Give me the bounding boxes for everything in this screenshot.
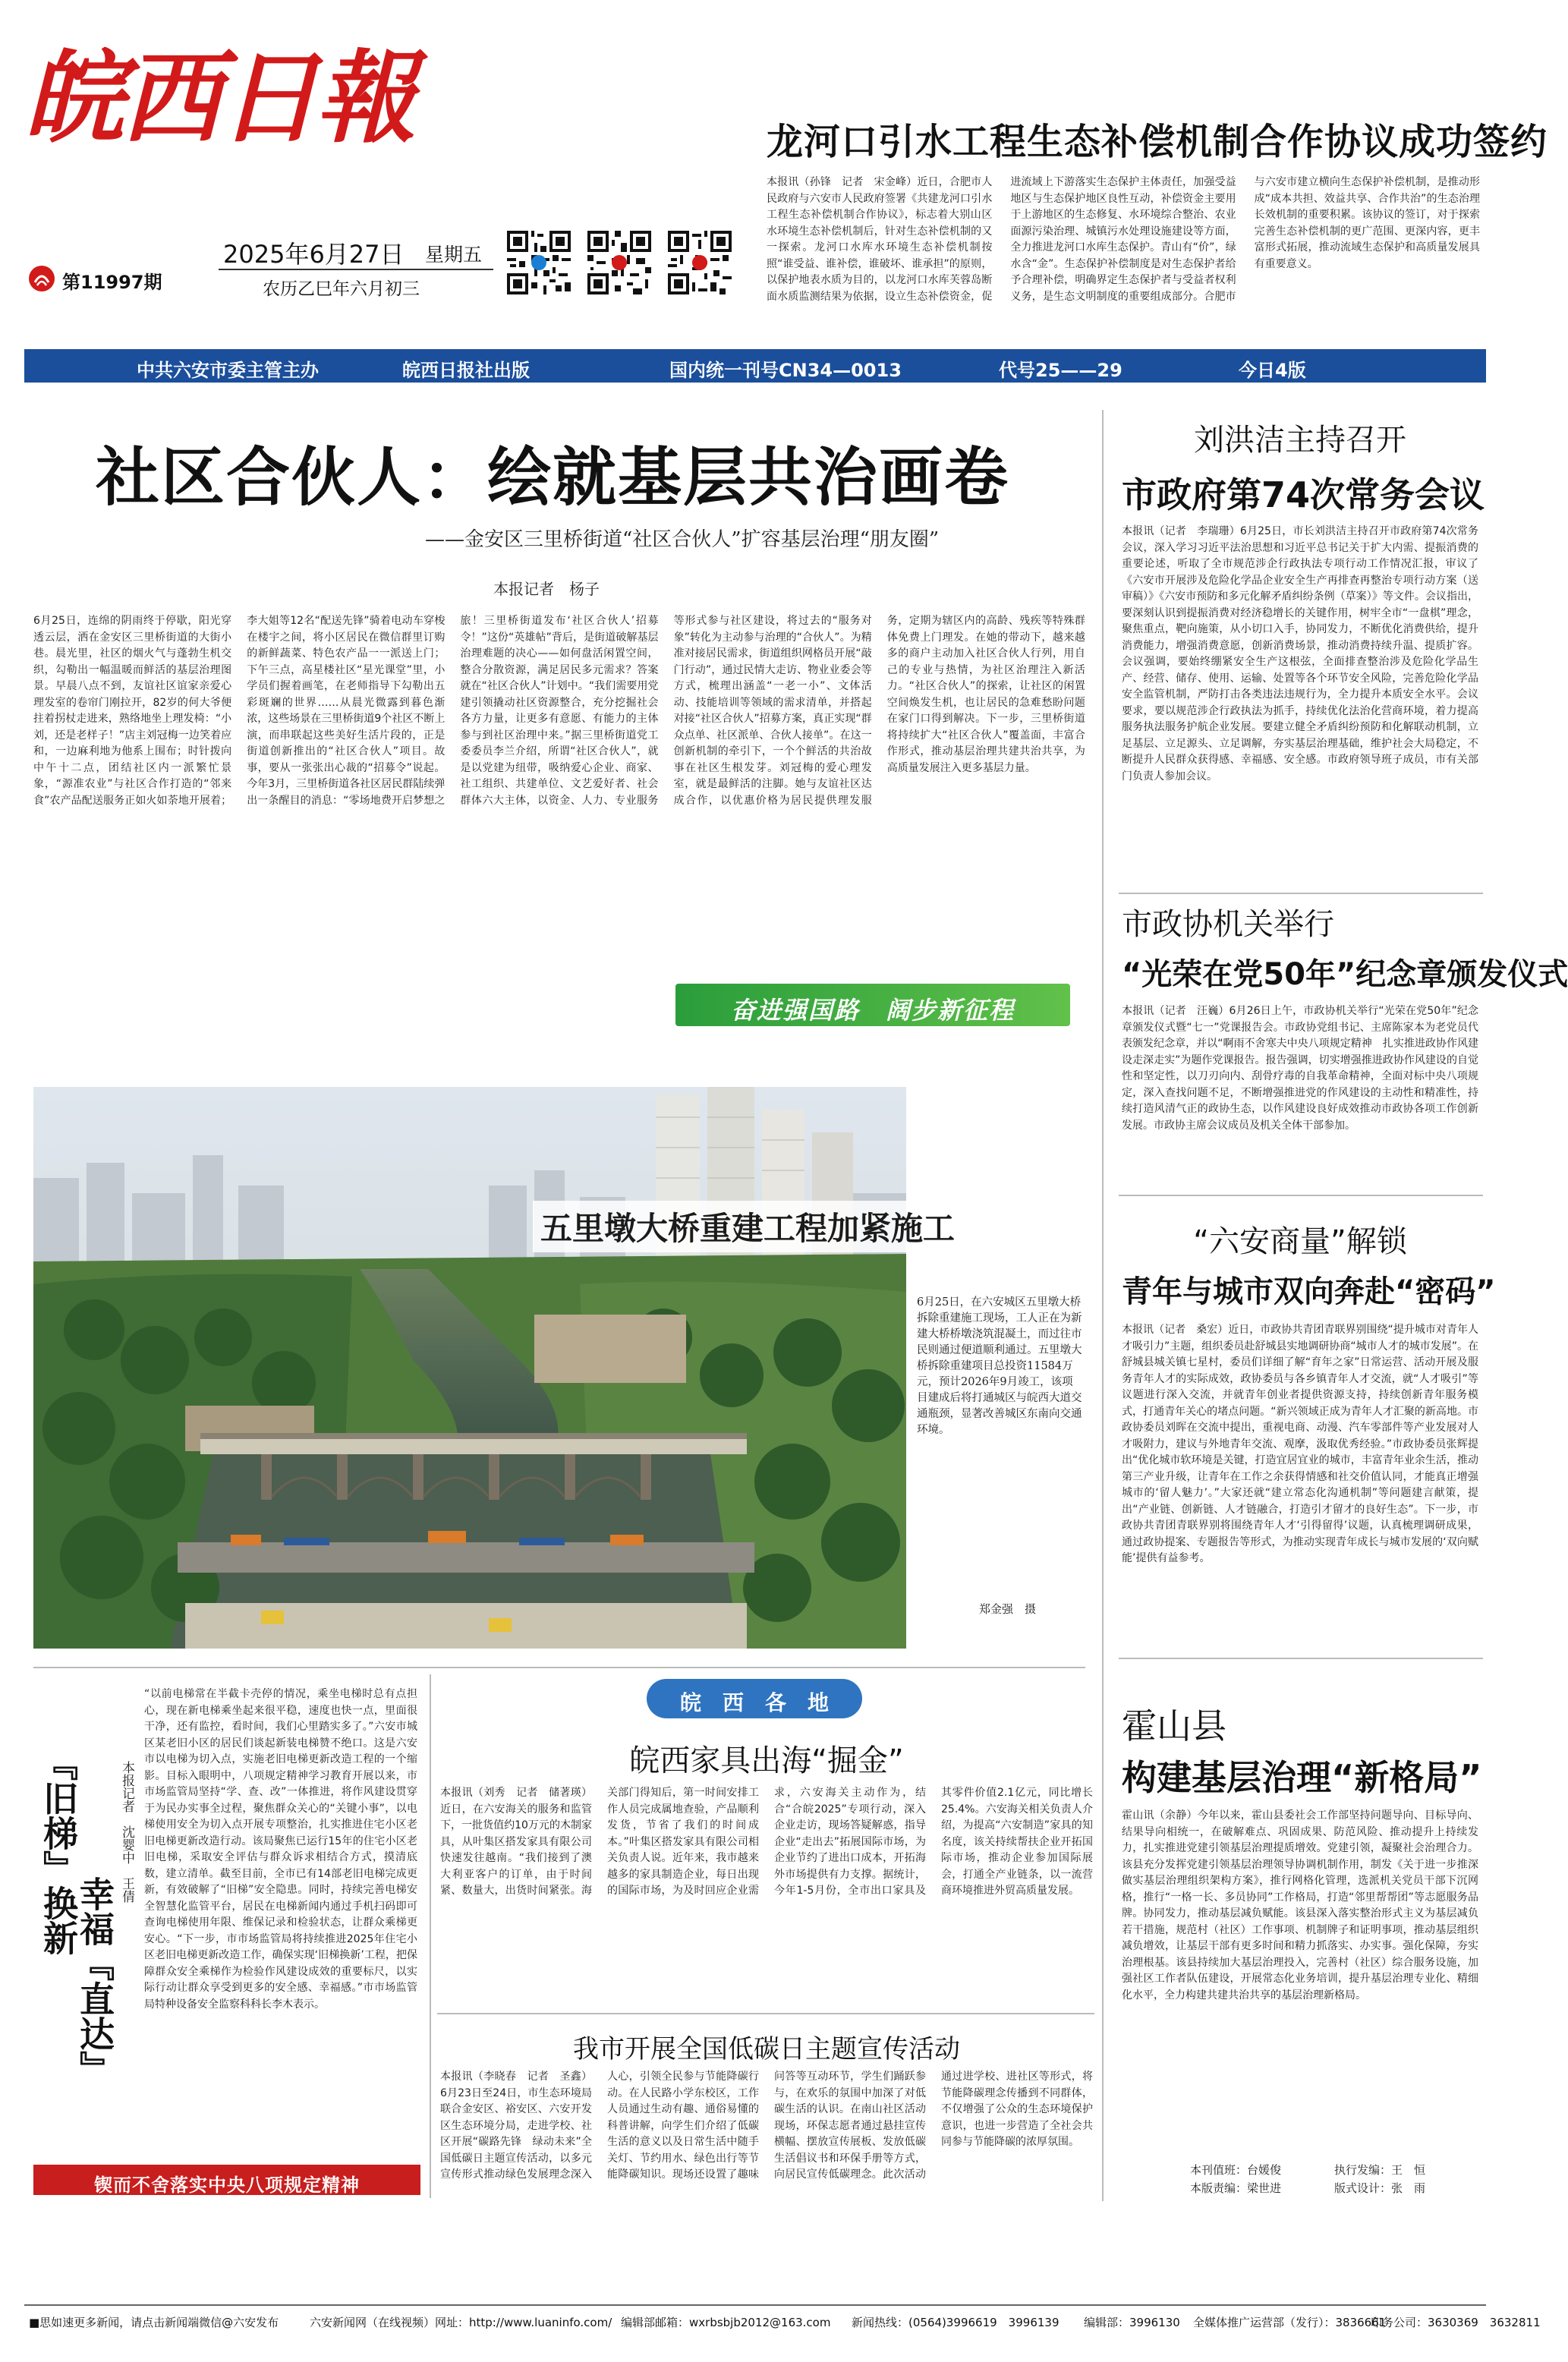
footer-wechat: ■思如速更多新闻，请点击新闻端微信@六安发布 (29, 2316, 279, 2329)
region-story-1-headline: 皖西家具出海“掘金” (629, 1743, 904, 1778)
right-story-3-headline-2: 青年与城市双向奔赴“密码” (1122, 1274, 1496, 1309)
editor-layout: 版式设计：张 雨 (1334, 2181, 1426, 2195)
bridge-photo (33, 1087, 906, 1649)
editor-duty: 本刊值班：台媛俊 (1190, 2163, 1282, 2177)
right-story-2-body: 本报讯（记者 汪巍）6月26日上午，市政协机关举行“光荣在党50年”纪念章颁发仪式暨“七一”党课报告会。市政协党组书记、主席陈家本为老党员代表颁发纪念章，并以“啊雨不舍寒夫中央八项规定精神 扎实推进政协作风建设走深走实”为题作党课报告。报告强调，切实增强推进政协作风建设的自觉性和坚定性，以刀刃向内、刮骨疗毒的自我革命精神，全面对标中央八项规定，深入查找问题不足，不断增强推进党的作风建设的主动性和精准性，持续打造风清气正的政协生态，以作风建设良好成效推动市政协各项工作创新发展。市政协主席会议成员及机关全体干部参加。 (1122, 1005, 1478, 1132)
info-bar (24, 349, 1486, 383)
right-story-3-headline-1: “六安商量”解锁 (1193, 1224, 1407, 1259)
main-subtitle: ——金安区三里桥街道“社区合伙人”扩容基层治理“朋友圈” (425, 528, 940, 551)
footer-hotline: 新闻热线：(0564)3996619 3996139 (852, 2316, 1060, 2329)
top-story-headline: 龙河口引水工程生态补偿机制合作协议成功签约 (767, 121, 1548, 163)
main-headline: 社区合伙人：绘就基层共治画卷 (96, 440, 1010, 515)
right-divider-1 (1119, 893, 1483, 894)
campaign-banner (675, 984, 1070, 1026)
qr-code-center[interactable] (584, 228, 654, 301)
region-section-label-text: 皖 西 各 地 (679, 1690, 829, 1715)
lower-section-divider (33, 1667, 1085, 1668)
info-pages: 今日4版 (1239, 360, 1306, 381)
right-story-4-body: 霍山讯（余静）今年以来，霍山县委社会工作部坚持问题导向、目标导向、结果导向相统一，在破解难点、巩固成果、防范风险、推动提升上持续发力，扎实推进党建引领基层治理提质增效。党建引领，凝聚社会治理合力。该县充分发挥党建引领基层治理领导协调机制作用，制发《关于进一步推深做实基层治理组织架构方案》，推行网格化管理，选派机关党员干部下沉网格，推行“一格一长、多员协同”工作格局，打造“邻里帮帮团”等志愿服务品牌。协同发力，推动基层减负赋能。该县深入落实整治形式主义为基层减负若干措施，规范村（社区）工作事项、机制牌子和证明事项，推动基层组织减负增效，让基层干部有更多时间和精力抓落实、办实事。强化保障，夯实治理根基。该县持续加大基层治理投入，完善村（社区）综合服务设施，加强社区工作者队伍建设，开展常态化业务培训，提升基层治理专业化、精细化水平，全力构建共建共治共享的基层治理新格局。 (1122, 1809, 1478, 2001)
date-divider (219, 269, 493, 270)
editor-page: 本版责编：梁世进 (1190, 2181, 1282, 2195)
top-story-body: 本报讯（孙锋 记者 宋金峰）近日，合肥市人民政府与六安市人民政府签署《共建龙河口引水工程生态补偿机制合作协议》，标志着大别山区水环境生态补偿机制后，针对生态补偿机制的又一探索。龙河口水库水环境生态补偿机制按照“谁受益、谁补偿，谁破坏、谁承担”的原则，以保护地表水质为目的，以龙河口水库芙蓉岛断面水质监测结果为依据，设立生态补偿资金，促进流域上下游落实生态保护主体责任，加强受益地区与生态保护地区良性互动，补偿资金主要用于上游地区的生态修复、水环境综合整治、农业面源污染治理、城镇污水处理设施建设等方面，全力推进龙河口水库生态保护。青山有“价”，绿水含“金”。生态保护补偿制度是对生态保护者给予合理补偿，明确界定生态保护者与受益者权利义务，是生态文明制度的重要组成部分。合肥市与六安市建立横向生态保护补偿机制，是推动形成“成本共担、效益共享、合作共治”的生态治理长效机制的重要积累。该协议的签订，对于探索完善生态补偿机制的更广范围、更深内容，更丰富形式拓展，推动流域生态保护和高质量发展具有重要意义。 (767, 176, 1480, 303)
main-story-body: 6月25日，连绵的阴雨终于停歇，阳光穿透云层，洒在金安区三里桥街道的大街小巷。晨光里，社区的烟火气与蓬勃生机交织，勾勒出一幅温暖而鲜活的基层治理图景。早晨八点不到，友谊社区谊家亲爱心理发室的卷帘门刚拉开，82岁的何大爷便拄着拐杖走进来，熟络地坐上理发椅：“小刘，还是老样子！”店主刘冠梅一边笑着应和，一边麻利地为他系上围布；时针拨向中午十二点，团结社区内一派繁忙景象，“源准农业”与社区合作打造的“邻来食”农产品配送服务正如火如荼地开展着；李大姐等12名“配送先锋”骑着电动车穿梭在楼宇之间，将小区居民在微信群里订购的新鲜蔬菜、特色农产品一一派送上门；下午三点，高星楼社区“星光课堂”里，小学员们握着画笔，在老师指导下勾勒出五彩斑斓的世界……从晨光微露到暮色渐浓，这些场景在三里桥街道9个社区不断上演，而串联起这些美好生活片段的，正是街道创新推出的“社区合伙人”项目。故事，要从一张张出心裁的“招募令”说起。今年3月，三里桥街道各社区居民群陆续弹出一条醒目的消息：“零场地费开启梦想之旅！三里桥街道发布‘社区合伙人’招募令！”这份“英雄帖”背后，是街道破解基层治理难题的决心——如何盘活闲置空间，整合分散资源，满足居民多元需求？答案就在“社区合伙人”计划中。“我们需要用党建引领撬动社区资源整合，充分挖掘社会各方力量，让更多有意愿、有能力的主体参与到社区治理中来。”据三里桥街道党工委委员李兰介绍，所谓“社区合伙人”，就是以党建为纽带，吸纳爱心企业、商家、社工组织、共建单位、文艺爱好者、社会群体六大主体，以资金、人力、专业服务等形式参与社区建设，将过去的“服务对象”转化为主动参与治理的“合伙人”。为精准对接居民需求，街道组织网格员开展“敲门行动”，通过民情大走访、物业业委会等方式，梳理出涵盖“一老一小”、文体活动、技能培训等领域的需求清单，并搭起对接“社区合伙人”招募方案，真正实现“群众点单、社区派单、合伙人接单”。在这一创新机制的牵引下，一个个鲜活的共治故事在社区生根发芽。刘冠梅的爱心理发室，就是最鲜活的注脚。她与友谊社区达成合作，以优惠价格为居民提供理发服务，定期为辖区内的高龄、残疾等特殊群体免费上门理发。在她的带动下，越来越多的商户主动加入社区合伙人行列，用自己的专业与热情，为社区治理注入新活力。“社区合伙人”的探索，让社区的闲置空间焕发生机，也让居民的急难愁盼问题在家门口得到解决。下一步，三里桥街道将持续扩大“社区合伙人”覆盖面，丰富合作形式，推动基层治理共建共治共享，为高质量发展注入更多基层力量。 (33, 615, 1085, 807)
right-story-4-headline-2: 构建基层治理“新格局” (1122, 1757, 1482, 1798)
logo-emblem (27, 264, 56, 296)
photo-headline: 五里墩大桥重建工程加紧施工 (533, 1201, 962, 1252)
info-publisher: 皖西日报社出版 (402, 360, 530, 381)
lunar-date: 农历乙巳年六月初三 (263, 279, 420, 299)
left-story-byline: 本报记者 沈婴中 王倩 (119, 1761, 134, 1903)
footer-email[interactable]: 编辑部邮箱：wxrbsbjb2012@163.com (621, 2316, 831, 2329)
main-byline: 本报记者 杨子 (493, 580, 600, 598)
right-divider-3 (1119, 1658, 1483, 1659)
footer-editorial: 编辑部：3996130 (1084, 2316, 1180, 2329)
footer-distribution: 全媒体推广运营部（发行）：3836661 (1193, 2316, 1387, 2329)
issue-weekday: 星期五 (425, 244, 483, 266)
masthead-logo: 皖西日報 (24, 39, 413, 157)
qr-code-left[interactable] (504, 228, 574, 301)
right-story-1-headline-1: 刘洪洁主持召开 (1194, 423, 1406, 458)
left-bottom-banner (33, 2165, 420, 2195)
info-cn-number: 国内统一刊号CN34—0013 (669, 360, 902, 381)
left-bottom-banner-text: 锲而不舍落实中央八项规定精神 (94, 2175, 360, 2196)
region-divider (437, 2013, 1094, 2014)
lower-left-divider (430, 1674, 431, 2198)
right-story-3-body: 本报讯（记者 桑宏）近日，市政协共青团青联界别围绕“提升城市对青年人才吸引力”主题，组织委员赴舒城县实地调研协商“城市人才的城市发展”。在舒城县城关镇七星村，委员们详细了解“育年之家”日常运营、活动开展及服务青年人才的实际成效，政协委员与各乡镇青年人才交流，就“人才吸引”等议题进行深入交流，并就青年创业者提供资源支持，持续创新青年服务模式，打通青年关心的堵点问题。“新兴领域正成为青年人才汇聚的新高地。市政协委员刘晖在交流中提出，重视电商、动漫、汽车零部件等产业发展对人才吸附力，建议与外地青年交流、观摩，汲取优秀经验。”市政协委员张辉提出“优化城市软环境是关键，打造宜居宜业的城市，丰富青年业余生活，推动第三产业升级，让青年在工作之余获得情感和社交价值认同，才能真正增强城市的‘留人魅力’。”大家还就“建立常态化沟通机制”等问题建言献策，提出“产业链、创新链、人才链融合，打造引才留才的良好生态”。下一步，市政协共青团青联界别将围绕青年人才‘引得留得’议题，认真梳理调研成果，通过政协提案、专题报告等形式，为推动实现青年成长与城市发展的‘双向赋能’提供有益参考。 (1122, 1324, 1478, 1564)
issue-number: 第11997期 (62, 272, 162, 293)
left-story-title-1: 『旧梯』换新 (38, 1746, 79, 1955)
issue-date: 2025年6月27日 (223, 240, 405, 269)
region-story-2-headline: 我市开展全国低碳日主题宣传活动 (573, 2034, 960, 2064)
footer-website[interactable]: 六安新闻网（在线视频）网址：http://www.luaninfo.com/ (310, 2316, 612, 2329)
right-column-divider (1102, 410, 1104, 2201)
campaign-banner-text: 奋进强国路 阔步新征程 (730, 996, 1015, 1025)
right-divider-2 (1119, 1195, 1483, 1196)
editors-box (1122, 2160, 1478, 2197)
info-code: 代号25——29 (999, 360, 1122, 381)
footer-printing: 印务公司：3630369 3632811 (1371, 2316, 1541, 2329)
editor-exec: 执行发编：王 恒 (1334, 2163, 1426, 2177)
right-story-2-headline-1: 市政协机关举行 (1122, 907, 1334, 942)
left-story-title-2: 幸福『直达』 (74, 1876, 115, 2086)
region-story-2-body: 本报讯（李晓春 记者 圣鑫）6月23日至24日，市生态环境局联合金安区、裕安区、六安开发区生态环境分局，走进学校、社区开展“碳路先锋 绿动未来”全国低碳日主题宣传活动，以多元宣传形式推动绿色发展理念深入人心，引领全民参与节能降碳行动。在人民路小学东校区，工作人员通过生动有趣、通俗易懂的科普讲解，向学生们介绍了低碳生活的意义以及日常生活中随手关灯、节约用水、绿色出行等节能降碳知识。现场还设置了趣味问答等互动环节，学生们踊跃参与，在欢乐的氛围中加深了对低碳生活的认识。在南山社区活动现场，环保志愿者通过悬挂宣传横幅、摆放宣传展板、发放低碳生活倡议书和环保手册等方式，向居民宣传低碳理念。此次活动通过进学校、进社区等形式，将节能降碳理念传播到不同群体，不仅增强了公众的生态环境保护意识，也进一步营造了全社会共同参与节能降碳的浓厚氛围。 (440, 2071, 1093, 2181)
right-story-4-headline-1: 霍山县 (1122, 1705, 1226, 1746)
right-story-1-body: 本报讯（记者 李瑞珊）6月25日，市长刘洪洁主持召开市政府第74次常务会议，深入学习习近平法治思想和习近平总书记关于扩大内需、提振消费的重要论述，听取了全市规范涉企行政执法专项行动工作情况汇报，审议了《六安市开展涉及危险化学品企业安全生产再排查再整治专项行动方案（送审稿）》《六安市预防和多元化解矛盾纠纷条例（草案）》等文件。会议指出，要深刻认识到提振消费对经济稳增长的关键作用，树牢全市“一盘棋”理念，聚焦重点，靶向施策，从小切口入手，协同发力，不断优化消费供给，提升消费能力，增强消费意愿，创新消费场景，推动消费持续升温、提质扩容。会议强调，要始终绷紧安全生产这根弦，全面排查整治涉及危险化学品生产、经营、储存、使用、运输、处置等各个环节安全风险，完善危险化学品安全监管机制，严防打击各类违法违规行为，全力提升本质安全水平。会议要求，要以规范涉企行政执法为抓手，持续优化法治化营商环境，着力提高服务执法服务护航企业发展。要建立健全矛盾纠纷预防和化解联动机制，立足基层、立足源头、立足调解，夯实基层治理基础，维护社会大局稳定，不断提升人民群众获得感、幸福感、安全感。市政府领导班子成员，市有关部门负责人参加会议。 (1122, 525, 1478, 783)
info-sponsor: 中共六安市委主管主办 (137, 360, 319, 381)
footer-bar (24, 2304, 1541, 2335)
left-story-body: “以前电梯常在半截卡壳停的情况，乘坐电梯时总有点担心，现在新电梯乘坐起来很平稳，速度也快一点，里面很干净，还有监控，看时间，我们心里踏实多了。”六安市城区某老旧小区的居民们谈起新装电梯赞不绝口。这是六安市以电梯为切入点，实施老旧电梯更新改造工程的一个缩影。目标入眼明中，八项规定精神学习教育开展以来，市市场监管局坚持“学、查、改”一体推进，将作风建设贯穿于为民办实事全过程，聚焦群众关心的“关键小事”，以电梯使用安全为切入点开展专项整治，扎实推进住宅小区老旧电梯更新改造行动。该局聚焦已运行15年的住宅小区老旧电梯，采取安全评估与群众诉求相结合方式，摸清底数，建立清单。截至目前，全市已有14部老旧电梯完成更新，有效破解了“旧梯”安全隐患。同时，持续完善电梯安全智慧化监管平台，居民在电梯新闻内通过手机扫码即可查询电梯使用年限、维保记录和检验状态，让群众乘梯更安心。“下一步，市市场监管局将持续推进2025年住宅小区老旧电梯更新改造工作，确保实现‘旧梯换新’工程，把保障群众安全乘梯作为检验作风建设成效的重要标尺，以实际行动让群众享受到更多的安全感、幸福感。”市市场监管局特种设备安全监察科科长李木表示。 (144, 1688, 417, 2011)
right-story-1-headline-2: 市政府第74次常务会议 (1122, 474, 1485, 515)
photo-caption: 6月25日，在六安城区五里墩大桥拆除重建施工现场，工人正在为新建大桥桥墩浇筑混凝土，而过往市民则通过便道顺利通过。五里墩大桥拆除重建项目总投资11584万元，预计2026年9月竣工，该项目建成后将打通城区与皖西大道交通瓶颈，显著改善城区东南向交通环境。 (917, 1296, 1082, 1436)
right-story-2-headline-2: “光荣在党50年”纪念章颁发仪式 (1122, 957, 1568, 992)
region-story-1-body: 本报讯（刘秀 记者 储著瑛）近日，在六安海关的服务和监管下，一批货值约10万元的木制家具，从叶集区搭发家具有限公司快速发往越南。“我们接到了澳大利亚客户的订单，由于时间紧、数量大，出货时间紧张。海关部门得知后，第一时间安排工作人员完成属地查验，产品顺利发货，节省了我们的时间成本。”叶集区搭发家具有限公司相关负责人说。近年来，我市越来越多的家具制造企业，每日出现的国际市场，为及时回应企业需求，六安海关主动作为，结合“合皖2025”专项行动，深入企业走访，现场答疑解惑，指导企业“走出去”拓展国际市场，为企业节约了进出口成本，开拓海外市场提供有力支撑。据统计，今年1-5月份，全市出口家具及其零件价值2.1亿元，同比增长25.4%。六安海关相关负责人介绍，为提高“六安制造”家具的知名度，该关持续帮扶企业开拓国际市场，推动企业参加国际展会，打通全产业链条，以一流营商环境推进外贸高质量发展。 (440, 1787, 1093, 1897)
photo-credit: 郑金强 摄 (979, 1602, 1037, 1616)
qr-code-right[interactable] (665, 228, 735, 301)
region-section-label (647, 1679, 862, 1718)
